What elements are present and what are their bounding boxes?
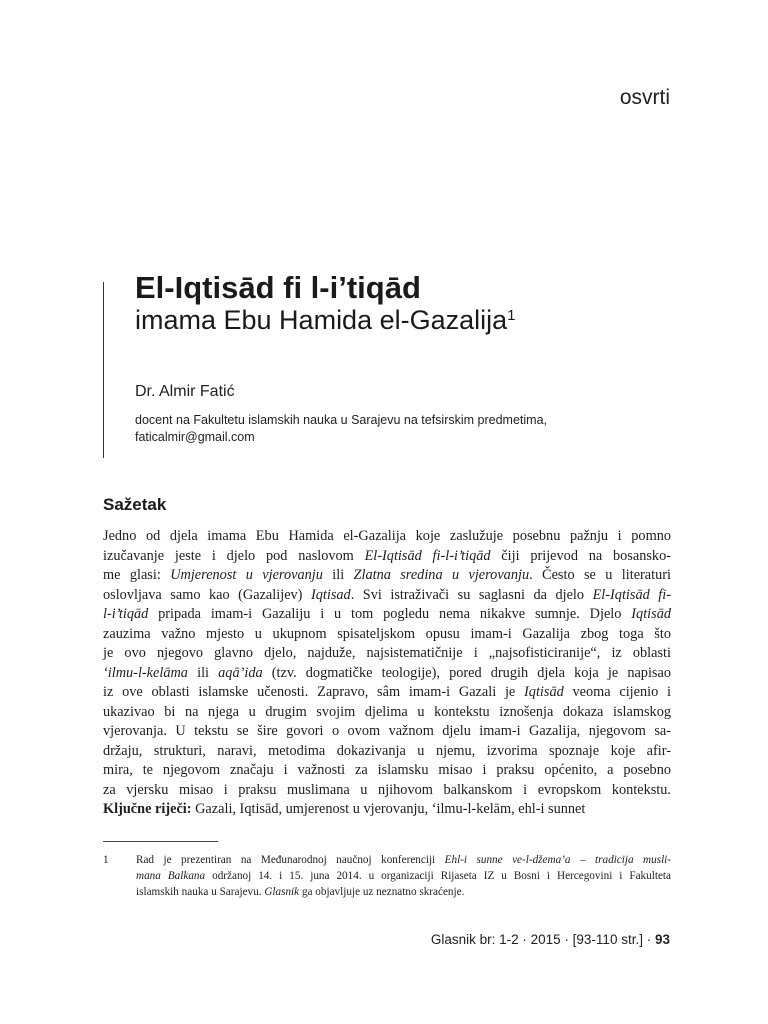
article-subtitle [135, 305, 516, 336]
abstract-line: oslovljava samo kao (Gazalijev) Iqtisad. Svi istraživači su saglasni da djelo El-Iqtisād fi- [103, 586, 671, 603]
journal-citation: Glasnik br: 1-2 · 2015 · [93-110 str.] · [430, 932, 655, 947]
page-footer [431, 932, 670, 947]
author-affiliation [135, 412, 635, 446]
abstract-body [103, 527, 671, 820]
abstract-line: vjerovanja. U tekstu se šire govori o ovom važnom djelu imam-i Gazalija, njegovom sa- [103, 723, 671, 739]
section-label: osvrti [619, 86, 670, 109]
keywords-label: Ključne riječi: [103, 801, 192, 817]
title-vertical-rule [103, 282, 104, 458]
abstract-line: zauzima važno mjesto u ukupnom spisateljskom opusu imam-i Gazalija zbog toga što [103, 625, 671, 642]
abstract-line: za vjersku misao i praksu muslimana u njihovom balkanskom i evropskom kontekstu. [103, 781, 671, 798]
abstract-line: držaju, strukturi, naravi, metodima dokazivanja u njemu, izvorima spoznaje koje afir- [103, 742, 671, 759]
footnote-text [136, 852, 671, 900]
footnote-number: 1 [103, 854, 109, 866]
footnote-line: mana Balkana održanoj 14. i 15. juna 2014. u organizaciji Rijaseta IZ u Bosni i Hercegovini i Fakulteta [136, 870, 671, 882]
footnote-line: islamskih nauka u Sarajevu. Glasnik ga objavljuje uz neznatno skraćenje. [136, 886, 465, 898]
abstract-line: l-i’tiqād pripada imam-i Gazaliju i u tom pogledu nema nikakve sumnje. Djelo Iqtisād [103, 606, 671, 622]
author-name: Dr. Almir Fatić [135, 383, 235, 400]
footnote [103, 852, 671, 900]
keywords-line [103, 800, 671, 820]
abstract-line: izučavanje jeste i djelo pod naslovom El-Iqtisād fi-l-i’tiqād čiji prijevod na bosansko- [103, 547, 671, 564]
affiliation-text: docent na Fakultetu islamskih nauka u Sarajevu na tefsirskim predmetima, [135, 413, 547, 427]
page-number: 93 [654, 932, 670, 947]
abstract-line: je ovo njegovo glavno djelo, najduže, najsistematičnije i „najsofisticiranije“, iz oblasti [103, 645, 671, 661]
author-email[interactable]: faticalmir@gmail.com [135, 430, 255, 444]
abstract-line: iz ove oblasti islamske učenosti. Zapravo, sâm imam-i Gazali je Iqtisād veoma cijenio i [103, 684, 671, 700]
abstract-line: ‘ilmu-l-kelāma ili aqā’ida (tzv. dogmatičke teologije), pored drugih djela koja je napisao [103, 664, 671, 681]
footnote-divider [103, 841, 218, 842]
article-title: El-Iqtisād fi l-i’tiqād [135, 270, 421, 305]
abstract-line: mira, te njegovom značaju i važnosti za islamsku misao i praksu općenito, a posebno [103, 762, 671, 778]
abstract-line: me glasi: Umjerenost u vjerovanju ili Zlatna sredina u vjerovanju. Često se u literaturi [103, 567, 672, 583]
footnote-reference[interactable]: 1 [507, 307, 516, 324]
abstract-line: Jedno od djela imama Ebu Hamida el-Gazalija koje zaslužuje posebnu pažnju i pomno [103, 528, 671, 544]
article-subtitle-text: imama Ebu Hamida el-Gazalija [135, 305, 508, 335]
footnote-line: Rad je prezentiran na Međunarodnoj naučnoj konferenciji Ehl-i sunne ve-l-džema’a – tradicija musli- [136, 854, 672, 866]
keywords-list: Gazali, Iqtisād, umjerenost u vjerovanju, ‘ilmu-l-kelām, ehl-i sunnet [191, 801, 586, 817]
abstract-line: ukazivao bi na njega u drugim svojim djelima u kontekstu iznošenja dokaza islamskog [103, 703, 671, 720]
abstract-heading: Sažetak [103, 495, 167, 514]
